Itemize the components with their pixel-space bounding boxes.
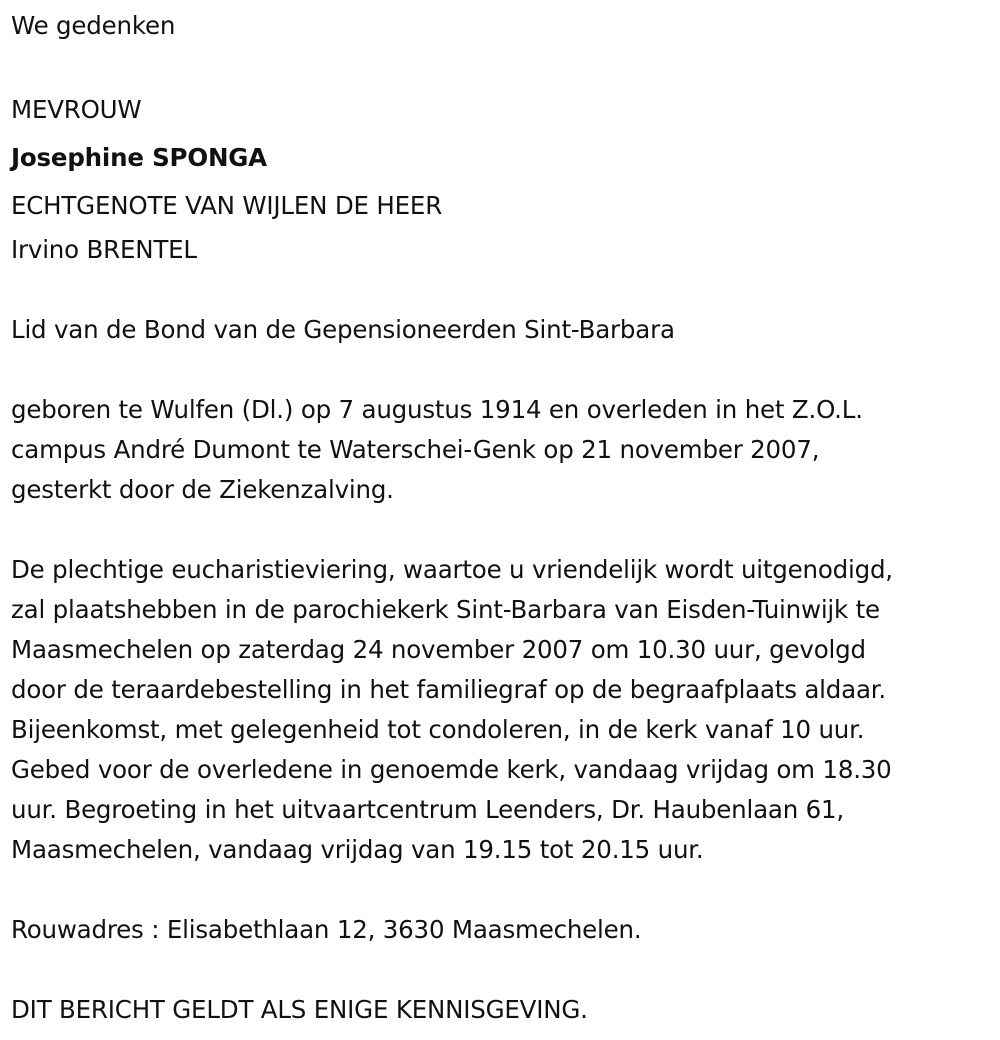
paragraph-line: geboren te Wulfen (Dl.) op 7 augustus 1914 en overleden in het Z.O.L. bbox=[11, 395, 863, 424]
address-text: Rouwadres : Elisabethlaan 12, 3630 Maasmechelen. bbox=[11, 915, 642, 944]
birth-death-paragraph bbox=[11, 390, 996, 510]
ceremony-paragraph bbox=[11, 550, 996, 870]
honorific: MEVROUW bbox=[11, 95, 142, 124]
paragraph-line: gesterkt door de Ziekenzalving. bbox=[11, 475, 394, 504]
paragraph-line: zal plaatshebben in de parochiekerk Sint-Barbara van Eisden-Tuinwijk te bbox=[11, 595, 880, 624]
paragraph-line: Maasmechelen op zaterdag 24 november 2007 om 10.30 uur, gevolgd bbox=[11, 635, 866, 664]
paragraph-line: campus André Dumont te Waterschei-Genk op 21 november 2007, bbox=[11, 435, 820, 464]
paragraph-line: Maasmechelen, vandaag vrijdag van 19.15 tot 20.15 uur. bbox=[11, 835, 704, 864]
paragraph-line: Bijeenkomst, met gelegenheid tot condoleren, in de kerk vanaf 10 uur. bbox=[11, 715, 865, 744]
paragraph-line: door de teraardebestelling in het familiegraf op de begraafplaats aldaar. bbox=[11, 675, 886, 704]
obituary-notice bbox=[11, 6, 996, 1030]
spouse-name: Irvino BRENTEL bbox=[11, 235, 197, 264]
deceased-name: Josephine SPONGA bbox=[11, 143, 267, 172]
relation-text: ECHTGENOTE VAN WIJLEN DE HEER bbox=[11, 191, 443, 220]
paragraph-line: De plechtige eucharistieviering, waartoe u vriendelijk wordt uitgenodigd, bbox=[11, 555, 893, 584]
intro-text: We gedenken bbox=[11, 11, 176, 40]
closing-text: DIT BERICHT GELDT ALS ENIGE KENNISGEVING. bbox=[11, 995, 588, 1024]
paragraph-line: Gebed voor de overledene in genoemde kerk, vandaag vrijdag om 18.30 bbox=[11, 755, 892, 784]
membership-text: Lid van de Bond van de Gepensioneerden Sint-Barbara bbox=[11, 315, 675, 344]
paragraph-line: uur. Begroeting in het uitvaartcentrum Leenders, Dr. Haubenlaan 61, bbox=[11, 795, 844, 824]
